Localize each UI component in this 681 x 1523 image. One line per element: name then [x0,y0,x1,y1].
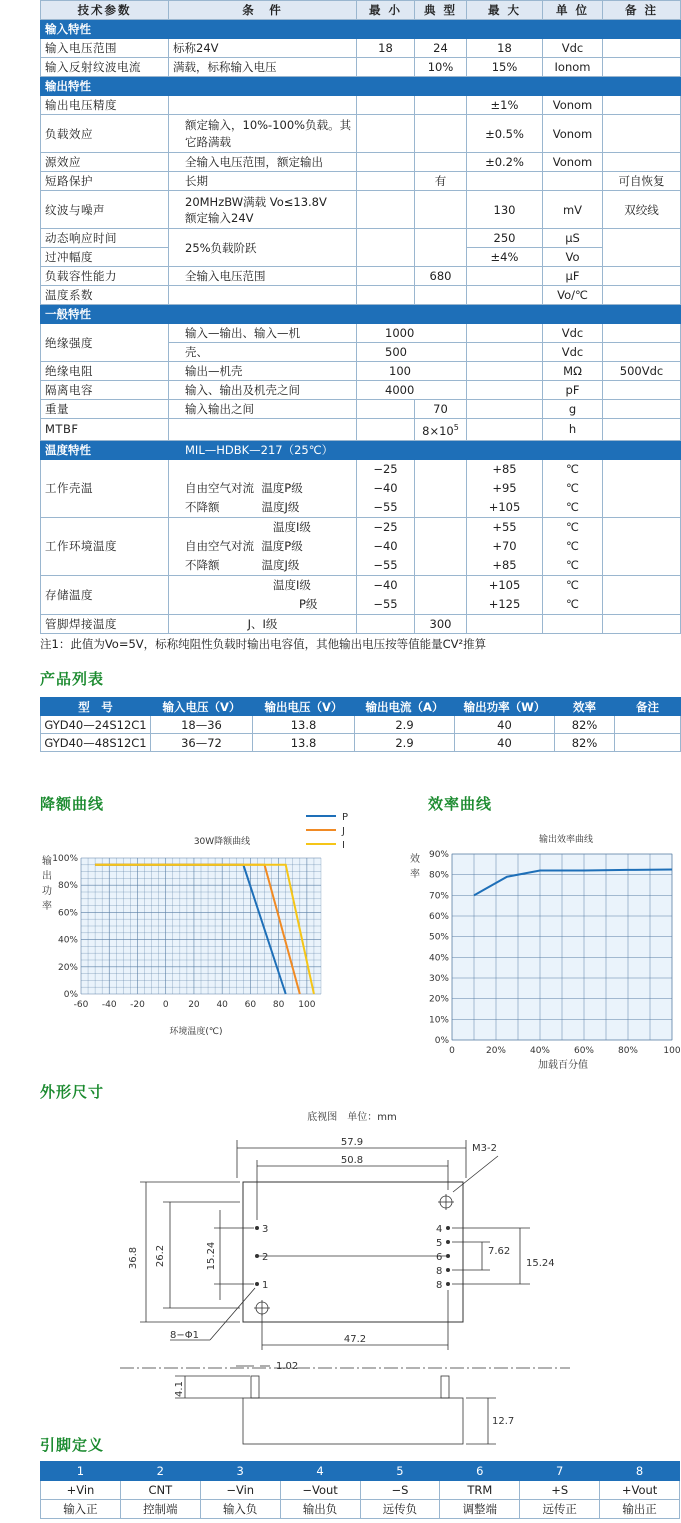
x-tick-label: 40 [216,1000,228,1010]
x-tick-label: -20 [130,1000,145,1010]
svg-text:效: 效 [410,854,420,865]
derating-title: 降额曲线 [40,795,105,813]
row-isolation-a: 绝缘强度 输入—输出、输入—机 1000 Vdc [41,324,681,343]
y-tick-label: 70% [428,891,449,902]
product-list-title: 产品列表 [40,670,105,688]
dim-body-height: 12.7 [492,1416,515,1427]
dim-hole-span: 47.2 [343,1334,367,1345]
x-tick-label: 0 [162,1000,169,1010]
dims-subtitle: 底视图 单位：mm [307,1112,397,1123]
section-input: 输入特性 [41,20,681,39]
dim-pin-span-left: 15.24 [206,1241,217,1271]
header-note: 备 注 [603,1,681,20]
row-capacitive-load: 负载容性能力 全输入电压范围 680 μF [41,267,681,286]
product-header-row: 型 号 输入电压（V） 输出电压（V） 输出电流（A） 输出功率（W） 效率 备注 [41,698,681,716]
y-tick-label: 20% [428,994,449,1005]
pin-name-row: +Vin CNT −Vin −Vout −S TRM +S +Vout [41,1481,680,1500]
header-typ: 典 型 [415,1,467,20]
y-tick-label: 20% [57,962,78,973]
x-tick-label: -60 [73,1000,89,1010]
legend-label-J: J [342,826,345,837]
header-param: 技术参数 [41,1,169,20]
row-load-regulation: 负载效应 额定输入，10%-100%负载。其它路满载 ±0.5% Vonom [41,115,681,153]
dim-height-holes: 26.2 [155,1244,166,1268]
dim-pin-pitch: 7.62 [488,1246,511,1257]
svg-text:8: 8 [436,1280,443,1291]
row-solder-temp: 管脚焊接温度 J、I级 300 [41,614,681,633]
section-temperature: 温度特性 MIL—HDBK—217（25℃） [41,440,681,459]
svg-text:输: 输 [42,856,52,867]
y-tick-label: 100% [52,854,78,864]
dimension-drawing [0,1100,680,1440]
y-tick-label: 0% [63,990,78,1000]
efficiency-xlabel: 加载百分值 [538,1060,588,1071]
row-isolation-resistance: 绝缘电阻 输出—机壳 100 MΩ 500Vdc [41,362,681,381]
derating-chart [36,808,356,1038]
svg-text:6: 6 [436,1252,443,1263]
x-tick-label: 40% [529,1046,551,1056]
dim-pin-width: 1.02 [276,1361,299,1372]
x-tick-label: 100 [298,1000,316,1010]
header-condition: 条 件 [169,1,357,20]
dim-pin-span-right: 15.24 [526,1258,555,1269]
module-outline [243,1182,463,1322]
efficiency-grid [452,854,672,1040]
x-tick-label: 20 [188,1000,200,1010]
efficiency-chart [406,818,681,1080]
derating-ylabel [42,854,52,912]
header-min: 最 小 [357,1,415,20]
table-row: GYD40—48S12C1 36—72 13.8 2.9 40 82% [41,734,681,752]
y-tick-label: 60% [57,908,78,919]
derating-xlabel: 环境温度(℃) [169,1027,223,1037]
y-tick-label: 40% [57,935,78,946]
row-ambient-temp: 工作环境温度 温度I级 自由空气对流 温度P级 不降额 温度J级 −25 −40 −55 +55 +70 +85 ℃ ℃ ℃ [41,517,681,575]
row-case-temp: 工作壳温 自由空气对流 温度P级 不降额 温度J级 −25 −40 −55 +85 +95 +105 ℃ ℃ ℃ [41,459,681,517]
efficiency-chart-title: 输出效率曲线 [538,835,594,845]
section-output: 输出特性 [41,77,681,96]
x-tick-label: 60% [573,1046,595,1056]
y-tick-label: 30% [428,974,449,984]
product-table [40,697,681,752]
row-isolation-b: 壳、 500 Vdc [41,343,681,362]
row-ripple-noise: 纹波与噪声 20MHzBW满载 Vo≤13.8V 额定输入24V 130 mV 双绞线 [41,191,681,229]
svg-text:功: 功 [42,886,52,897]
row-line-regulation: 源效应 全输入电压范围，额定输出 ±0.2% Vonom [41,153,681,172]
dim-screw: M3-2 [472,1143,497,1154]
svg-text:8: 8 [436,1266,443,1277]
x-tick-label: -40 [101,1000,117,1010]
dim-pin-height: 4.1 [174,1381,185,1397]
header-unit: 单 位 [543,1,603,20]
row-input-range: 输入电压范围 标称24V 18 24 18 Vdc [41,39,681,58]
pin-table [40,1461,680,1519]
left-pins [255,1224,268,1291]
spec-header-row [41,1,681,20]
table-row: GYD40—24S12C1 18—36 13.8 2.9 40 82% [41,716,681,734]
right-pins [436,1224,450,1291]
y-tick-label: 40% [428,953,449,964]
spec-table [40,0,681,634]
svg-text:1: 1 [262,1280,269,1291]
row-short-protection: 短路保护 长期 有 可自恢复 [41,172,681,191]
efficiency-title: 效率曲线 [428,795,493,813]
dim-width-holes: 50.8 [340,1155,364,1166]
footnote: 注1：此值为Vo=5V，标称纯阻性负载时输出电容值，其他输出电压按等值能量CV²推算 [40,637,487,651]
dim-width-total: 57.9 [340,1137,364,1148]
y-tick-label: 80% [428,870,449,881]
y-tick-label: 90% [428,850,449,860]
side-pin-left [251,1376,259,1398]
row-transient-time: 动态响应时间 25%负载阶跃 250 μS [41,229,681,248]
derating-chart-title: 30W降额曲线 [193,837,251,847]
row-mtbf: MTBF $8\times 10^5$ h [41,419,681,441]
svg-text:5: 5 [436,1238,443,1249]
x-tick-label: 80% [617,1046,639,1056]
svg-text:率: 率 [410,869,420,880]
y-tick-label: 60% [428,912,449,922]
svg-text:率: 率 [42,901,52,912]
y-tick-label: 0% [434,1036,449,1046]
section-general: 一般特性 [41,305,681,324]
y-tick-label: 50% [428,932,449,943]
x-tick-label: 100 [663,1046,681,1056]
row-storage-temp: 存储温度 温度I级 P级 −40 −55 +105 +125 ℃ ℃ [41,575,681,614]
x-tick-label: 80 [272,1000,285,1010]
dim-height-total: 36.8 [128,1246,139,1270]
pin-definition-title: 引脚定义 [40,1436,105,1454]
row-input-ripple: 输入反射纹波电流 满载，标称输入电压 10% 15% Ionom [41,58,681,77]
svg-text:4: 4 [436,1224,443,1235]
svg-text:3: 3 [262,1224,269,1235]
row-isolation-capacitance: 隔离电容 输入、输出及机壳之间 4000 pF [41,381,681,400]
pin-number-row: 1 2 3 4 5 6 7 8 [41,1462,680,1481]
derating-grid [81,858,321,994]
efficiency-ylabel [410,852,420,880]
legend-label-P: P [342,812,349,823]
x-tick-label: 0 [449,1046,455,1056]
svg-text:2: 2 [262,1252,269,1263]
row-temp-coefficient: 温度系数 Vo/℃ [41,286,681,305]
module-side [243,1398,463,1444]
y-tick-label: 80% [57,881,78,892]
x-tick-label: 60 [244,1000,257,1010]
row-transient-overshoot: 过冲幅度 ±4% Vo [41,248,681,267]
derating-legend [306,812,348,851]
svg-text:出: 出 [42,871,52,882]
side-pin-right [441,1376,449,1398]
pin-desc-row: 输入正 控制端 输入负 输出负 远传负 调整端 远传正 输出正 [41,1500,680,1519]
dimensions-title: 外形尺寸 [40,1083,105,1101]
legend-label-I: I [342,840,345,851]
x-tick-label: 20% [485,1046,507,1056]
header-max: 最 大 [467,1,543,20]
row-output-accuracy: 输出电压精度 ±1% Vonom [41,96,681,115]
row-weight: 重量 输入输出之间 70 g [41,400,681,419]
dim-holes-note: 8−Φ1 [170,1330,199,1341]
y-tick-label: 10% [428,1015,449,1026]
